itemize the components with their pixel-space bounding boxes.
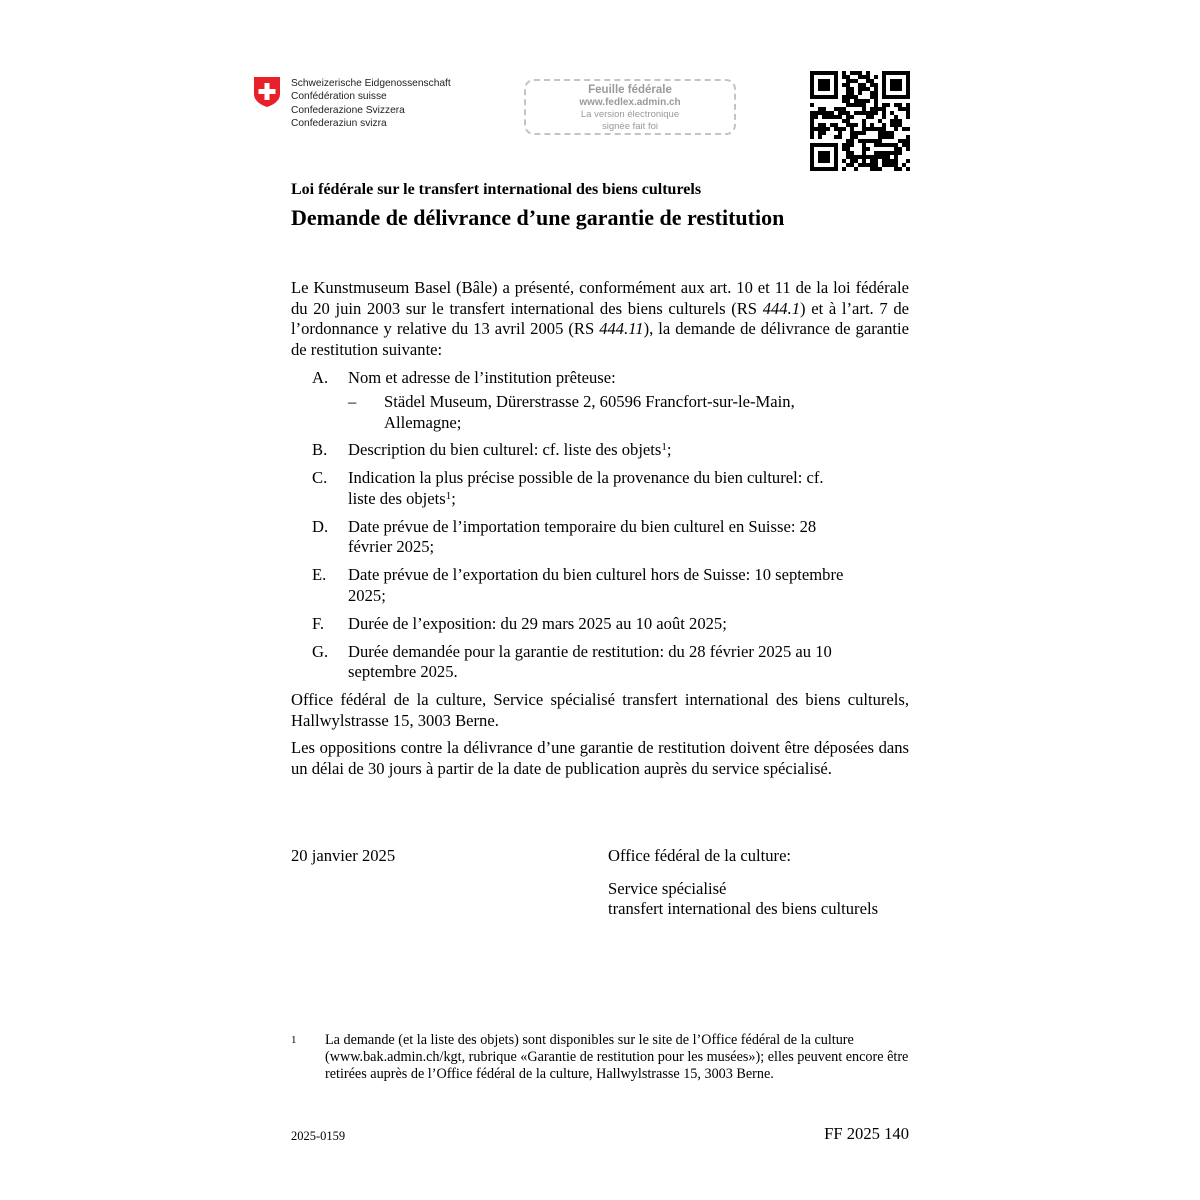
document-body bbox=[291, 278, 909, 780]
confederation-line-it: Confederazione Svizzera bbox=[291, 104, 405, 116]
signature-service-detail: transfert international des biens culturels bbox=[608, 899, 879, 919]
stamp-note-1: La version électronique bbox=[580, 109, 680, 120]
stamp-title: Feuille fédérale bbox=[588, 84, 672, 96]
intro-ref-2: 444.11 bbox=[599, 319, 644, 339]
footnote-marker: 1 bbox=[445, 489, 452, 502]
item-letter: E. bbox=[312, 565, 327, 585]
item-letter: A. bbox=[312, 368, 329, 388]
office-paragraph: Office fédéral de la culture, Service spécialisé transfert international des biens culturels, Hallwylstrasse 15, 3003 Berne. bbox=[291, 690, 909, 730]
intro-text-1: Le Kunstmuseum Basel (Bâle) a présenté, conformément aux art. 10 et 11 de la loi fédérale du 20 juin 2003 sur le transfert international des biens culturels (RS bbox=[291, 278, 909, 318]
intro-paragraph bbox=[291, 278, 909, 360]
item-letter: C. bbox=[312, 468, 328, 488]
confederation-line-de: Schweizerische Eidgenossenschaft bbox=[291, 78, 451, 89]
sub-item-dash: – bbox=[348, 391, 357, 411]
item-end: ; bbox=[451, 488, 456, 508]
list-item bbox=[291, 565, 848, 606]
footnote-text: La demande (et la liste des objets) sont disponibles sur le site de l’Office fédéral de la culture (www.bak.admin.ch/kgt, rubrique «Garantie de restitution pour les musées»); elles peuvent encore être retirées auprès de l’Office fédéral de la culture, Hallwylstrasse 15, 3003 Berne. bbox=[325, 1032, 909, 1082]
item-text: Date prévue de l’exportation du bien culturel hors de Suisse: 10 septembre 2025; bbox=[348, 565, 844, 605]
list-item bbox=[291, 468, 848, 509]
intro-text-2: ) et à l’art. 7 de l’ordonnance y relative du 13 avril 2005 (RS bbox=[291, 298, 909, 339]
law-subtitle: Loi fédérale sur le transfert international des biens culturels bbox=[291, 181, 702, 198]
confederation-line-fr: Confédération suisse bbox=[291, 91, 387, 103]
confederation-line-rm: Confederaziun svizra bbox=[291, 118, 387, 130]
item-text: Durée de l’exposition: du 29 mars 2025 au 10 août 2025; bbox=[348, 613, 727, 633]
stamp-url: www.fedlex.admin.ch bbox=[579, 97, 681, 108]
list-item bbox=[291, 642, 848, 683]
item-text: Description du bien culturel: cf. liste des objets bbox=[348, 440, 662, 460]
list-item bbox=[291, 517, 848, 558]
confederation-names bbox=[291, 77, 451, 131]
signature-service: Service spécialisé bbox=[608, 878, 727, 898]
item-letter: D. bbox=[312, 516, 329, 536]
footnote-number: 1 bbox=[291, 1034, 297, 1046]
document-number: 2025-0159 bbox=[291, 1129, 346, 1143]
item-letter: G. bbox=[312, 641, 329, 661]
document-date: 20 janvier 2025 bbox=[291, 846, 396, 865]
swiss-cross-icon bbox=[253, 76, 281, 108]
oppositions-paragraph: Les oppositions contre la délivrance d’une garantie de restitution doivent être déposées dans un délai de 30 jours à partir de la date de publication auprès du service spécialisé. bbox=[291, 738, 909, 778]
stamp-note-2: signée fait foi bbox=[602, 120, 658, 132]
qr-code-icon bbox=[810, 71, 910, 171]
item-letter: F. bbox=[312, 613, 325, 633]
item-text: Date prévue de l’importation temporaire du bien culturel en Suisse: 28 février 2025; bbox=[348, 516, 817, 557]
page-title: Demande de délivrance d’une garantie de restitution bbox=[291, 205, 785, 230]
item-letter: B. bbox=[312, 440, 328, 460]
list-item bbox=[291, 440, 848, 461]
signature-block bbox=[608, 846, 878, 920]
fedlex-stamp bbox=[524, 79, 736, 135]
footnote-marker: 1 bbox=[661, 441, 667, 454]
item-text: Durée demandée pour la garantie de restitution: du 28 février 2025 au 10 septembre 2025. bbox=[348, 641, 832, 682]
item-text: Indication la plus précise possible de la provenance du bien culturel: cf. liste des objets bbox=[348, 468, 824, 508]
sub-item-text: Städel Museum, Dürerstrasse 2, 60596 Francfort-sur-le-Main, Allemagne; bbox=[384, 391, 795, 432]
ff-reference: FF 2025 140 bbox=[824, 1124, 909, 1143]
list-item bbox=[291, 368, 848, 433]
intro-text-3: ), la demande de délivrance de garantie de restitution suivante: bbox=[291, 319, 909, 359]
sub-item bbox=[348, 392, 848, 433]
item-end: ; bbox=[666, 440, 672, 460]
intro-ref-1: 444.1 bbox=[762, 298, 801, 318]
list-item bbox=[291, 614, 848, 635]
item-text: Nom et adresse de l’institution prêteuse: bbox=[348, 368, 616, 388]
request-items bbox=[291, 368, 909, 683]
signature-office: Office fédéral de la culture: bbox=[608, 846, 792, 865]
footnote bbox=[291, 1032, 911, 1082]
